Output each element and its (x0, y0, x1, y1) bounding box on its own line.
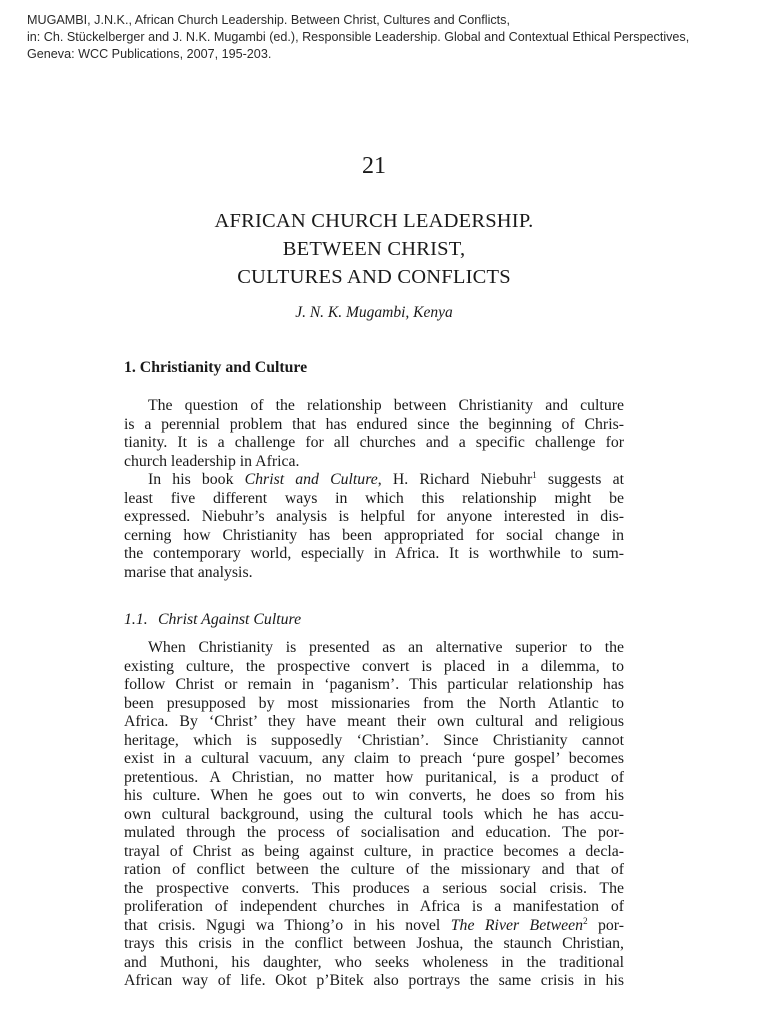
text-line: proliferation of independent churches in Africa is a manifestation of (124, 898, 624, 915)
text-run: suggests at (536, 471, 624, 488)
book-title-the-river-between: The River Between (450, 916, 584, 934)
text-line: been presupposed by most missionaries from the North Atlantic to (124, 694, 624, 712)
text-line: African way of life. Okot p’Bitek also portrays the same crisis in his (124, 972, 624, 989)
text-line: least five different ways in which this relationship might be (124, 489, 624, 507)
chapter-title-line-1: AFRICAN CHURCH LEADERSHIP. (214, 210, 534, 232)
footnote-marker-1[interactable]: 1 (532, 470, 537, 480)
paragraph-christ-against-culture (124, 639, 624, 991)
text-line: When Christianity is presented as an alternative superior to the (148, 639, 624, 656)
text-line: ration of conflict between the culture of the missionary and that of (124, 861, 624, 878)
chapter-title-line-3: CULTURES AND CONFLICTS (237, 266, 511, 288)
text-line: mulated through the process of socialisation and education. The por- (124, 824, 624, 841)
text-line: follow Christ or remain in ‘paganism’. This particular relationship has (124, 676, 624, 693)
text-line: and Muthoni, his daughter, who seeks wholeness in the traditional (124, 953, 624, 971)
citation-line-2: in: Ch. Stückelberger and J. N.K. Mugambi (ed.), Responsible Leadership. Global and Contextual Ethical Perspectives, (27, 30, 690, 44)
text-run: that crisis. Ngugi wa Thiong’o in his novel (124, 916, 451, 934)
text-line: The question of the relationship between Christianity and culture (148, 397, 624, 414)
subsection-heading (124, 609, 301, 631)
subsection-number: 1.1. (124, 611, 148, 628)
chapter-title-line-2: BETWEEN CHRIST, (282, 238, 466, 260)
text-line: Africa. By ‘Christ’ they have meant their own cultural and religious (124, 713, 624, 730)
text-line: pretentious. A Christian, no matter how puritanical, is a product of (124, 768, 624, 786)
author-byline: J. N. K. Mugambi, Kenya (295, 304, 453, 321)
subsection-title: Christ Against Culture (158, 611, 302, 628)
book-title-christ-and-culture: Christ and Culture (244, 471, 378, 488)
text-run: por- (587, 916, 625, 934)
text-run: , H. Richard Niebuhr (377, 471, 533, 488)
chapter-number: 21 (362, 153, 386, 179)
text-line: trayal of Christ as being against culture, in practice becomes a decla- (124, 842, 624, 860)
text-line: trays this crisis in the conflict between Joshua, the staunch Christian, (124, 935, 624, 952)
text-line: existing culture, the prospective convert is placed in a dilemma, to (124, 657, 624, 675)
text-line: expressed. Niebuhr’s analysis is helpful for anyone interested in dis- (124, 508, 624, 525)
citation-line-1: MUGAMBI, J.N.K., African Church Leadership. Between Christ, Cultures and Conflicts, (27, 13, 510, 27)
text-line (124, 471, 624, 490)
text-line: tianity. It is a challenge for all churches and a specific challenge for (124, 434, 624, 451)
text-line: church leadership in Africa. (124, 452, 300, 470)
text-line: the contemporary world, especially in Africa. It is worthwhile to sum- (124, 545, 624, 562)
text-line: marise that analysis. (124, 563, 253, 581)
citation-line-3: Geneva: WCC Publications, 2007, 195-203. (27, 47, 272, 61)
text-line (124, 917, 624, 936)
footnote-marker-2[interactable]: 2 (583, 915, 588, 926)
text-line: his culture. When he goes out to win converts, he does so from his (124, 787, 624, 804)
text-line: cerning how Christianity has been appropriated for social change in (124, 526, 624, 544)
text-line: exist in a cultural vacuum, any claim to preach ‘pure gospel’ becomes (124, 750, 624, 767)
text-line: heritage, which is supposedly ‘Christian’. Since Christianity cannot (124, 731, 624, 749)
citation-header (27, 12, 757, 63)
section-heading: 1. Christianity and Culture (124, 359, 308, 376)
text-line: own cultural background, using the cultural tools which he has accu- (124, 805, 624, 823)
chapter-title (0, 207, 748, 291)
paragraph-1 (124, 397, 624, 582)
text-line: is a perennial problem that has endured since the beginning of Chris- (124, 415, 624, 433)
text-run: In his book (148, 471, 245, 488)
text-line: the prospective converts. This produces a serious social crisis. The (124, 879, 624, 897)
